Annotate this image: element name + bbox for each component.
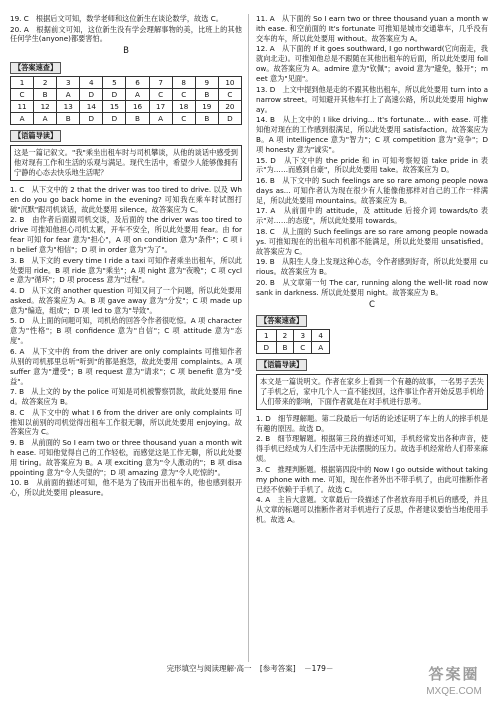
question-number-cell: 15	[103, 101, 126, 113]
answer-cell: D	[257, 342, 277, 354]
answer-row	[11, 101, 242, 113]
answer-cell: B	[57, 113, 80, 125]
left-column	[10, 14, 242, 499]
question-number-cell: 3	[294, 330, 312, 342]
answer-row	[257, 330, 330, 342]
explanation-item: 17. A 从前面中的 attitude，及 attitude 后接介词 towards/to 表示"对……的态度"，所以此处要用 towards。	[256, 206, 488, 226]
top-paragraph-1: 19. C 根据后文可知，数学老师和这位新生在谈论数学，故选 C。	[10, 14, 223, 23]
answer-row	[11, 89, 242, 101]
explanation-item: 8. C 从下文中的 what I 6 from the driver are only complaints 可推知以前别的司机觉得出租车工作很无聊，所以此处要用 enjoying。故答案应为 C。	[10, 407, 242, 437]
question-number-cell: 14	[80, 101, 103, 113]
explanation-item: 19. B 从阳生人身上发现这种心态，令作者感到好奇，所以此处要用 curious。故答案应为 B。	[256, 257, 488, 277]
answer-table-b	[10, 76, 242, 125]
guide-box-b	[10, 145, 242, 181]
explanation-item: 15. D 从下文中的 the pride 和 in 可知考察短语 take pride in 表示"为……而感到自豪"，所以此处要用 take。故答案应为 D。	[256, 155, 488, 175]
explanation-item: 11. A 从下面的 So I earn two or three thousand yuan a month with ease. 和空前面的 It's fortunate 可推知是城市交通靠车，几乎没有交车的车，所以此处要用 without。故答案应为 A。	[256, 14, 488, 43]
explanation-item: 16. B 从下文中的 Such feelings are so rare among people nowadays as... 可知作者认为现在很少有人能像他那样对自己的工作一样满足，所以此处要用 mountains。故答案应为 B。	[256, 175, 488, 205]
answer-cell: B	[195, 89, 218, 101]
footer-answer-tag: [参考答案]	[259, 664, 296, 673]
left-items	[10, 185, 242, 498]
section-letter-c: C	[369, 299, 375, 310]
explanation-item: 20. B 从文章第一句 The car, running along the well-lit road now sank in darkness. 所以此处要用 night。故答案应为 B。	[256, 277, 488, 297]
guide-label-b: 【语篇导读】	[10, 130, 61, 142]
right-column	[256, 14, 488, 526]
question-number-cell: 4	[312, 330, 330, 342]
explanation-item: 18. C 从上面的 Such feelings are so rare among people nowadays. 可推知现在的出租车司机都不能满足，所以此处要用 unsatisfied。故答案应为 C。	[256, 226, 488, 256]
question-number-cell: 17	[149, 101, 172, 113]
answer-cell: B	[126, 113, 149, 125]
explanation-item: 4. A 主旨大意题。文章最后一段描述了作者放弃用手机后的感受，并且从文章的标题可以推断作者对手机进行了反思，作者建议要恰当地使用手机。故选 A。	[256, 495, 488, 525]
answer-cell: D	[103, 113, 126, 125]
answer-cell: A	[57, 89, 80, 101]
right-items-b	[256, 414, 488, 525]
answer-cell: C	[172, 89, 195, 101]
explanation-item: 1. D 细节理解题。第二段最后一句话的论述证明了车上的人的摔手机是有趣的原因。故选 D。	[256, 414, 488, 433]
answer-cell: B	[34, 89, 57, 101]
explanation-item: 3. B 从下文的 every time I ride a taxi 可知作者乘坐出租车，所以此处要用 ride。B 项 ride 意为"乘坐"；A 项 night 意为"夜晚"；C 项 cycle 意为"循环"；D 项 process 意为"过程"。	[10, 255, 242, 285]
explanation-item: 4. D 从下文的 another question 可知又问了一个问题，所以此处要用 asked。故答案应为 A。B 项 gave away 意为"分发"；C 项 made up 意为"编造，组成"；D 项 led to 意为"导致"。	[10, 285, 242, 315]
answer-cell: A	[149, 113, 172, 125]
watermark-line-2: MXQE.COM	[426, 686, 482, 698]
guide-text-b: 这是一篇记叙文。"我"乘坐出租车时与司机攀谈，从他的谈话中感受到他对现有工作和生活的乐观与满足。现代生活中，希望少人能够像拥有宁静的心态去快乐地生活呢？	[14, 148, 238, 177]
question-number-cell: 16	[126, 101, 149, 113]
answer-table-c	[256, 329, 330, 354]
explanation-item: 1. C 从下文中的 2 that the driver was too tired to drive. 以及 When do you go back home in the evening? 可知我在乘车时试图打破"沉默"跟司机谈话，故此处要用 silence。故答案应为 C。	[10, 184, 242, 214]
question-number-cell: 1	[257, 330, 277, 342]
guide-label-c: 【语篇导读】	[256, 359, 307, 371]
explanation-item: 2. B 细节理解题。根据第三段的描述可知，手机经常发出各种声音，使得手机已经成为人们生活中无法摆脱的压力。故选手机经常给人们带来麻烦。	[256, 434, 488, 464]
question-number-cell: 3	[57, 77, 80, 89]
answer-cell: C	[294, 342, 312, 354]
answer-label-b: 【答案速查】	[10, 62, 61, 74]
answer-cell: A	[11, 113, 34, 125]
answer-cell: C	[218, 89, 241, 101]
question-number-cell: 5	[103, 77, 126, 89]
question-number-cell: 1	[11, 77, 34, 89]
question-number-cell: 18	[172, 101, 195, 113]
column-divider	[248, 14, 249, 662]
explanation-item: 7. B 从上文的 by the police 可知是司机被警察罚款，故此处要用 fined。故答案应为 B。	[10, 387, 242, 407]
answer-cell: D	[80, 113, 103, 125]
question-number-cell: 2	[34, 77, 57, 89]
question-number-cell: 6	[126, 77, 149, 89]
question-number-cell: 9	[195, 77, 218, 89]
answer-row	[11, 77, 242, 89]
answer-cell: B	[195, 113, 218, 125]
footer-page-number: －179－	[304, 664, 334, 673]
guide-text-c: 本文是一篇说明文。作者在家乡上看到一个有趣的故事，一名男子丢失了手机之后，家中几个人一直不能找回，这件事让作者开始反思手机给人们带来的影响，下面作者就是在对手机进行思考。	[260, 377, 484, 407]
question-number-cell: 8	[172, 77, 195, 89]
right-items-a	[256, 14, 488, 298]
explanation-item: 6. A 从下文中的 from the driver are only complaints 可推知作者从别的司机那里总听"听到"的都是抱怨，故此处要用 complaints。A 项 suffer 意为"遭受"；B 项 request 意为"请求"；C 项 benefit 意为"受益"。	[10, 346, 242, 386]
answer-cell: C	[149, 89, 172, 101]
question-number-cell: 20	[218, 101, 241, 113]
explanation-item: 3. C 推理判断题。根据第四段中的 Now I go outside without taking my phone with me. 可知，现在作者外出不带手机了，由此可推断作者已经不依赖于手机了。故选 C。	[256, 464, 488, 494]
question-number-cell: 4	[80, 77, 103, 89]
guide-box-c	[256, 374, 488, 410]
answer-cell: D	[103, 89, 126, 101]
answer-cell: D	[218, 113, 241, 125]
watermark-logo	[414, 665, 494, 699]
answer-cell: B	[276, 342, 294, 354]
answer-cell: D	[80, 89, 103, 101]
question-number-cell: 19	[195, 101, 218, 113]
answer-cell: C	[172, 113, 195, 125]
explanation-item: 10. B 从前面的描述可知，他不是为了钱而开出租车的，他也感到很开心，所以此处要用 pleasure。	[10, 478, 242, 498]
footer-book-title: 完形填空与阅读理解·高一	[166, 664, 252, 673]
explanation-item: 9. B 从前面的 So I earn two or three thousand yuan a month with ease. 可知他觉得自己的工作轻松，而感觉这是工作无聊，所以此处要用 tiring。故答案应为 B。A 项 exciting 意为"令人激动的"；B 项 disappointing 意为"令人失望的"；D 项 amazing 意为"令人吃惊的"。	[10, 438, 242, 477]
question-number-cell: 10	[218, 77, 241, 89]
answer-row	[11, 113, 242, 125]
answer-cell: A	[34, 113, 57, 125]
question-number-cell: 13	[57, 101, 80, 113]
answer-cell: A	[126, 89, 149, 101]
explanation-item: 13. D 上文中提到他是走的不跟其他出租车，所以此处要用 turn into a narrow street。可知避开其他车打上了高速公路，所以此处要用 highway。	[256, 84, 488, 114]
explanation-item: 14. B 从上文中的 I like driving... It's fortunate... with ease. 可推知他对现在的工作感到很满足，所以此处要用 satisfaction。故答案应为 B。A 项 intelligence 意为"智力"；C 项 competition 意为"竞争"；D 项 honesty 意为"诚实"。	[256, 115, 488, 154]
section-letter-b: B	[123, 46, 129, 57]
question-number-cell: 11	[11, 101, 34, 113]
answer-label-c: 【答案速查】	[256, 315, 307, 327]
question-number-cell: 2	[276, 330, 294, 342]
answer-row	[257, 342, 330, 354]
question-number-cell: 12	[34, 101, 57, 113]
top-paragraph-2: 20. A 根据前文可知，这位新生没有学会理解事物的美，比班上的其他任何学生(anyone)都要害怕。	[10, 24, 242, 44]
answer-cell: C	[11, 89, 34, 101]
explanation-item: 2. B 由作者后面跟司机交谈，及后面的 the driver was too tired to drive 可推知他担心司机太累，开车不安全，所以此处要用 fear。由 for fear 可知 for fear 意为"担心"，A 项 on condition 意为"条件"；C 项 in belief 意为"相信"；D 项 in order 意为"为了"。	[10, 215, 242, 255]
watermark-line-1: 答案圈	[428, 665, 480, 683]
explanation-item: 12. A 从下面的 If it goes southward, I go northward(它向南走，我就向北走)。可推知他总是不跟随在其他出租车的后面，所以此处要用 follow。故答案应为 A。admire 意为"钦佩"；avoid 意为"避免，躲开"；meet 意为"见面"。	[256, 44, 488, 84]
answer-cell: A	[312, 342, 330, 354]
question-number-cell: 7	[149, 77, 172, 89]
explanation-item: 5. D 从上面的问题可知，司机给的回答令作者很吃惊。A 项 character 意为"性格"；B 项 confidence 意为"自信"；C 项 attitude 意为"态度"。	[10, 316, 242, 346]
